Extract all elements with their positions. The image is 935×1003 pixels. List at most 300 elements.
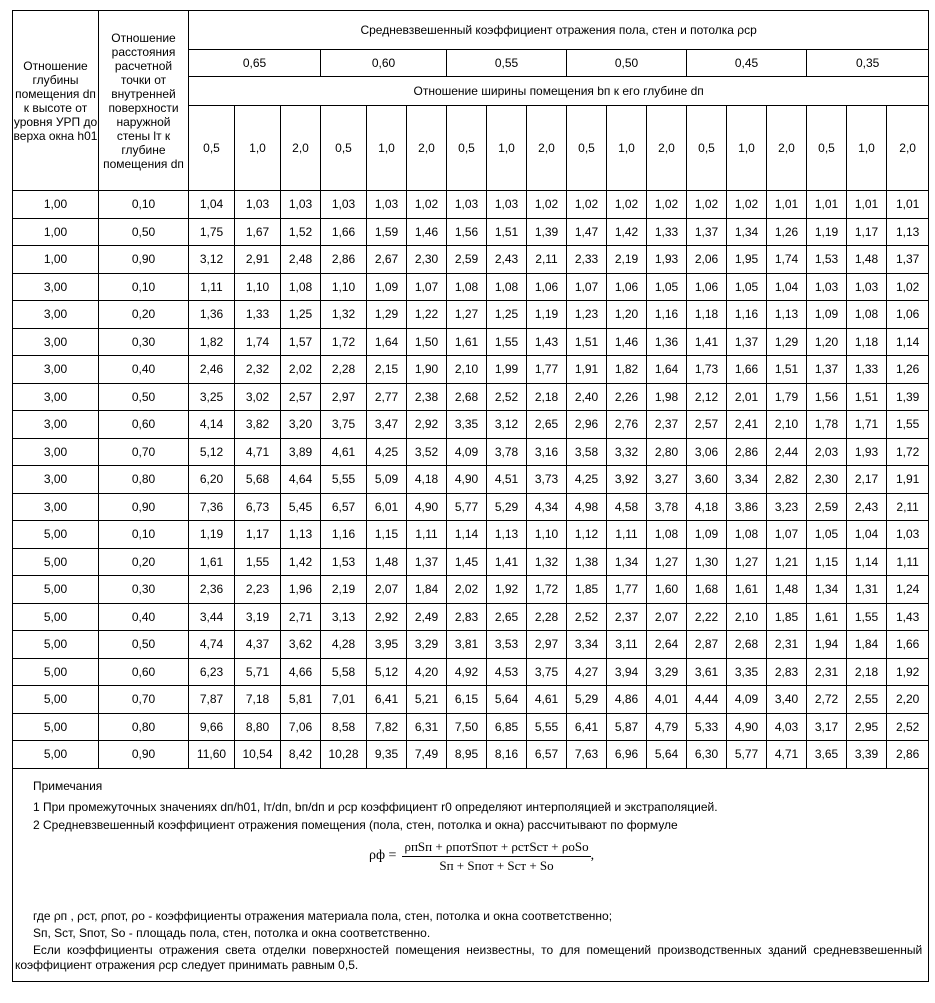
cell-coefficient: 1,51 bbox=[567, 328, 607, 356]
cell-coefficient: 10,54 bbox=[235, 741, 281, 769]
cell-coefficient: 3,61 bbox=[687, 658, 727, 686]
cell-coefficient: 3,34 bbox=[727, 466, 767, 494]
cell-coefficient: 1,01 bbox=[767, 191, 807, 219]
cell-coefficient: 1,11 bbox=[189, 273, 235, 301]
cell-coefficient: 3,81 bbox=[447, 631, 487, 659]
cell-coefficient: 2,12 bbox=[687, 383, 727, 411]
cell-distance-ratio: 0,20 bbox=[99, 548, 189, 576]
cell-coefficient: 1,94 bbox=[807, 631, 847, 659]
cell-coefficient: 1,37 bbox=[727, 328, 767, 356]
header-width-ratio-value: 0,5 bbox=[189, 106, 235, 191]
cell-coefficient: 6,01 bbox=[367, 493, 407, 521]
cell-coefficient: 4,25 bbox=[567, 466, 607, 494]
cell-coefficient: 3,16 bbox=[527, 438, 567, 466]
header-width-ratio-value: 1,0 bbox=[607, 106, 647, 191]
cell-coefficient: 2,02 bbox=[281, 356, 321, 384]
cell-depth-ratio: 3,00 bbox=[13, 383, 99, 411]
cell-coefficient: 5,55 bbox=[527, 713, 567, 741]
cell-coefficient: 2,72 bbox=[807, 686, 847, 714]
cell-coefficient: 2,06 bbox=[687, 246, 727, 274]
header-width-ratio-value: 2,0 bbox=[647, 106, 687, 191]
cell-coefficient: 1,56 bbox=[447, 218, 487, 246]
cell-coefficient: 1,43 bbox=[887, 603, 929, 631]
formula-denominator: Sп + Sпот + Sст + Sо bbox=[439, 857, 554, 873]
cell-coefficient: 4,61 bbox=[321, 438, 367, 466]
cell-coefficient: 3,78 bbox=[487, 438, 527, 466]
cell-distance-ratio: 0,80 bbox=[99, 713, 189, 741]
cell-coefficient: 2,43 bbox=[847, 493, 887, 521]
cell-coefficient: 1,64 bbox=[367, 328, 407, 356]
cell-coefficient: 3,73 bbox=[527, 466, 567, 494]
cell-coefficient: 4,61 bbox=[527, 686, 567, 714]
cell-coefficient: 1,03 bbox=[807, 273, 847, 301]
cell-depth-ratio: 5,00 bbox=[13, 521, 99, 549]
cell-coefficient: 2,95 bbox=[847, 713, 887, 741]
cell-coefficient: 3,35 bbox=[727, 658, 767, 686]
notes-section bbox=[13, 768, 929, 981]
cell-coefficient: 2,01 bbox=[727, 383, 767, 411]
header-width-ratio-value: 2,0 bbox=[527, 106, 567, 191]
cell-coefficient: 2,43 bbox=[487, 246, 527, 274]
header-width-ratio-value: 0,5 bbox=[687, 106, 727, 191]
cell-coefficient: 1,46 bbox=[607, 328, 647, 356]
cell-coefficient: 5,81 bbox=[281, 686, 321, 714]
cell-coefficient: 1,26 bbox=[887, 356, 929, 384]
cell-distance-ratio: 0,40 bbox=[99, 356, 189, 384]
cell-coefficient: 1,02 bbox=[567, 191, 607, 219]
cell-coefficient: 8,16 bbox=[487, 741, 527, 769]
cell-coefficient: 1,48 bbox=[767, 576, 807, 604]
cell-coefficient: 1,16 bbox=[647, 301, 687, 329]
notes-title: Примечания bbox=[33, 778, 103, 793]
cell-coefficient: 3,32 bbox=[607, 438, 647, 466]
cell-coefficient: 3,65 bbox=[807, 741, 847, 769]
reflection-formula bbox=[369, 839, 594, 874]
cell-coefficient: 2,11 bbox=[887, 493, 929, 521]
cell-coefficient: 4,98 bbox=[567, 493, 607, 521]
cell-coefficient: 1,20 bbox=[607, 301, 647, 329]
cell-coefficient: 3,75 bbox=[321, 411, 367, 439]
cell-coefficient: 1,79 bbox=[767, 383, 807, 411]
header-distance-ratio: Отношение расстояния расчетной точки от внутренней поверхности наружной стены lт к глубине помещения dп bbox=[99, 11, 189, 191]
cell-coefficient: 1,05 bbox=[647, 273, 687, 301]
cell-coefficient: 3,86 bbox=[727, 493, 767, 521]
cell-coefficient: 1,03 bbox=[321, 191, 367, 219]
cell-coefficient: 2,68 bbox=[447, 383, 487, 411]
cell-coefficient: 1,53 bbox=[321, 548, 367, 576]
cell-coefficient: 2,68 bbox=[727, 631, 767, 659]
cell-coefficient: 1,26 bbox=[767, 218, 807, 246]
cell-depth-ratio: 3,00 bbox=[13, 493, 99, 521]
cell-coefficient: 3,29 bbox=[407, 631, 447, 659]
cell-coefficient: 2,82 bbox=[767, 466, 807, 494]
cell-coefficient: 1,71 bbox=[847, 411, 887, 439]
header-width-ratio-value: 0,5 bbox=[447, 106, 487, 191]
header-rho-value: 0,35 bbox=[807, 50, 929, 77]
cell-depth-ratio: 3,00 bbox=[13, 466, 99, 494]
cell-coefficient: 1,13 bbox=[767, 301, 807, 329]
cell-coefficient: 2,10 bbox=[727, 603, 767, 631]
coefficient-table-document bbox=[12, 10, 922, 982]
cell-coefficient: 1,27 bbox=[647, 548, 687, 576]
cell-coefficient: 1,61 bbox=[447, 328, 487, 356]
cell-coefficient: 4,14 bbox=[189, 411, 235, 439]
cell-depth-ratio: 1,00 bbox=[13, 191, 99, 219]
cell-coefficient: 1,08 bbox=[281, 273, 321, 301]
cell-distance-ratio: 0,10 bbox=[99, 273, 189, 301]
cell-coefficient: 3,89 bbox=[281, 438, 321, 466]
cell-coefficient: 4,86 bbox=[607, 686, 647, 714]
cell-coefficient: 5,29 bbox=[567, 686, 607, 714]
cell-coefficient: 1,37 bbox=[887, 246, 929, 274]
header-width-ratio-value: 0,5 bbox=[807, 106, 847, 191]
cell-coefficient: 2,38 bbox=[407, 383, 447, 411]
cell-coefficient: 5,77 bbox=[727, 741, 767, 769]
cell-coefficient: 3,29 bbox=[647, 658, 687, 686]
cell-coefficient: 1,51 bbox=[487, 218, 527, 246]
cell-coefficient: 4,74 bbox=[189, 631, 235, 659]
cell-coefficient: 3,13 bbox=[321, 603, 367, 631]
cell-coefficient: 3,75 bbox=[527, 658, 567, 686]
cell-coefficient: 4,53 bbox=[487, 658, 527, 686]
cell-coefficient: 1,07 bbox=[407, 273, 447, 301]
cell-coefficient: 5,68 bbox=[235, 466, 281, 494]
cell-coefficient: 1,04 bbox=[847, 521, 887, 549]
cell-coefficient: 1,82 bbox=[607, 356, 647, 384]
cell-coefficient: 3,39 bbox=[847, 741, 887, 769]
header-depth-ratio: Отношение глубины помещения dп к высоте от уровня УРП до верха окна h01 bbox=[13, 11, 99, 191]
cell-coefficient: 1,75 bbox=[189, 218, 235, 246]
cell-coefficient: 5,55 bbox=[321, 466, 367, 494]
table-row bbox=[13, 493, 929, 521]
table-row bbox=[13, 246, 929, 274]
cell-coefficient: 2,31 bbox=[807, 658, 847, 686]
cell-coefficient: 1,50 bbox=[407, 328, 447, 356]
cell-coefficient: 3,06 bbox=[687, 438, 727, 466]
cell-coefficient: 7,18 bbox=[235, 686, 281, 714]
cell-coefficient: 2,80 bbox=[647, 438, 687, 466]
cell-coefficient: 1,61 bbox=[807, 603, 847, 631]
cell-coefficient: 1,55 bbox=[847, 603, 887, 631]
cell-coefficient: 5,64 bbox=[487, 686, 527, 714]
cell-coefficient: 1,52 bbox=[281, 218, 321, 246]
cell-coefficient: 6,41 bbox=[567, 713, 607, 741]
cell-coefficient: 1,19 bbox=[807, 218, 847, 246]
cell-coefficient: 1,60 bbox=[647, 576, 687, 604]
header-width-ratio-value: 1,0 bbox=[367, 106, 407, 191]
cell-coefficient: 3,52 bbox=[407, 438, 447, 466]
cell-coefficient: 4,64 bbox=[281, 466, 321, 494]
cell-coefficient: 4,09 bbox=[447, 438, 487, 466]
cell-coefficient: 1,41 bbox=[687, 328, 727, 356]
cell-coefficient: 4,25 bbox=[367, 438, 407, 466]
cell-coefficient: 2,71 bbox=[281, 603, 321, 631]
cell-coefficient: 1,55 bbox=[487, 328, 527, 356]
cell-distance-ratio: 0,60 bbox=[99, 411, 189, 439]
cell-coefficient: 1,36 bbox=[189, 301, 235, 329]
cell-coefficient: 1,51 bbox=[847, 383, 887, 411]
cell-coefficient: 6,85 bbox=[487, 713, 527, 741]
cell-coefficient: 1,09 bbox=[807, 301, 847, 329]
cell-coefficient: 1,53 bbox=[807, 246, 847, 274]
cell-coefficient: 2,17 bbox=[847, 466, 887, 494]
cell-coefficient: 1,08 bbox=[647, 521, 687, 549]
cell-distance-ratio: 0,50 bbox=[99, 218, 189, 246]
cell-coefficient: 1,61 bbox=[727, 576, 767, 604]
cell-coefficient: 2,83 bbox=[767, 658, 807, 686]
cell-depth-ratio: 5,00 bbox=[13, 548, 99, 576]
cell-coefficient: 1,77 bbox=[607, 576, 647, 604]
cell-coefficient: 1,16 bbox=[321, 521, 367, 549]
cell-coefficient: 1,02 bbox=[407, 191, 447, 219]
cell-distance-ratio: 0,10 bbox=[99, 521, 189, 549]
cell-coefficient: 1,27 bbox=[447, 301, 487, 329]
cell-coefficient: 4,18 bbox=[407, 466, 447, 494]
cell-coefficient: 1,56 bbox=[807, 383, 847, 411]
cell-coefficient: 2,57 bbox=[687, 411, 727, 439]
cell-coefficient: 1,03 bbox=[447, 191, 487, 219]
cell-coefficient: 2,10 bbox=[767, 411, 807, 439]
cell-coefficient: 2,59 bbox=[807, 493, 847, 521]
cell-coefficient: 5,09 bbox=[367, 466, 407, 494]
cell-coefficient: 1,06 bbox=[687, 273, 727, 301]
cell-coefficient: 1,48 bbox=[367, 548, 407, 576]
cell-coefficient: 1,73 bbox=[687, 356, 727, 384]
cell-coefficient: 4,09 bbox=[727, 686, 767, 714]
cell-coefficient: 1,85 bbox=[767, 603, 807, 631]
cell-coefficient: 7,06 bbox=[281, 713, 321, 741]
cell-coefficient: 3,23 bbox=[767, 493, 807, 521]
cell-coefficient: 4,37 bbox=[235, 631, 281, 659]
cell-coefficient: 2,28 bbox=[527, 603, 567, 631]
cell-coefficient: 4,66 bbox=[281, 658, 321, 686]
cell-coefficient: 1,41 bbox=[487, 548, 527, 576]
cell-coefficient: 2,10 bbox=[447, 356, 487, 384]
cell-coefficient: 2,37 bbox=[607, 603, 647, 631]
cell-coefficient: 6,15 bbox=[447, 686, 487, 714]
formula-lhs: ρф = bbox=[369, 848, 397, 863]
cell-coefficient: 1,02 bbox=[527, 191, 567, 219]
cell-distance-ratio: 0,50 bbox=[99, 383, 189, 411]
cell-coefficient: 1,04 bbox=[189, 191, 235, 219]
cell-coefficient: 6,57 bbox=[527, 741, 567, 769]
cell-coefficient: 7,36 bbox=[189, 493, 235, 521]
header-rho-value: 0,45 bbox=[687, 50, 807, 77]
header-rho-value: 0,65 bbox=[189, 50, 321, 77]
table-row bbox=[13, 576, 929, 604]
cell-coefficient: 2,91 bbox=[235, 246, 281, 274]
cell-coefficient: 2,40 bbox=[567, 383, 607, 411]
cell-coefficient: 1,03 bbox=[235, 191, 281, 219]
cell-coefficient: 3,92 bbox=[607, 466, 647, 494]
cell-coefficient: 7,01 bbox=[321, 686, 367, 714]
cell-coefficient: 1,57 bbox=[281, 328, 321, 356]
cell-coefficient: 1,95 bbox=[727, 246, 767, 274]
cell-coefficient: 1,84 bbox=[407, 576, 447, 604]
cell-depth-ratio: 5,00 bbox=[13, 631, 99, 659]
note-2: 2 Средневзвешенный коэффициент отражения помещения (пола, стен, потолка и окна) рассчитывают по формуле bbox=[33, 817, 678, 832]
cell-coefficient: 1,03 bbox=[281, 191, 321, 219]
cell-coefficient: 2,18 bbox=[847, 658, 887, 686]
table-row bbox=[13, 356, 929, 384]
cell-distance-ratio: 0,90 bbox=[99, 741, 189, 769]
cell-coefficient: 2,18 bbox=[527, 383, 567, 411]
cell-coefficient: 2,92 bbox=[367, 603, 407, 631]
cell-coefficient: 3,44 bbox=[189, 603, 235, 631]
table-row bbox=[13, 631, 929, 659]
cell-distance-ratio: 0,70 bbox=[99, 686, 189, 714]
note-where-areas: Sп, Sст, Sпот, Sо - площадь пола, стен, потолка и окна соответственно. bbox=[33, 925, 431, 940]
cell-coefficient: 1,02 bbox=[687, 191, 727, 219]
cell-coefficient: 1,30 bbox=[687, 548, 727, 576]
cell-coefficient: 2,46 bbox=[189, 356, 235, 384]
cell-coefficient: 3,82 bbox=[235, 411, 281, 439]
table-row bbox=[13, 218, 929, 246]
cell-coefficient: 6,20 bbox=[189, 466, 235, 494]
cell-coefficient: 1,11 bbox=[407, 521, 447, 549]
cell-coefficient: 2,64 bbox=[647, 631, 687, 659]
cell-coefficient: 1,23 bbox=[567, 301, 607, 329]
cell-coefficient: 4,79 bbox=[647, 713, 687, 741]
cell-coefficient: 1,19 bbox=[189, 521, 235, 549]
cell-coefficient: 1,38 bbox=[567, 548, 607, 576]
cell-coefficient: 2,77 bbox=[367, 383, 407, 411]
cell-coefficient: 2,87 bbox=[687, 631, 727, 659]
cell-coefficient: 3,34 bbox=[567, 631, 607, 659]
cell-coefficient: 2,52 bbox=[567, 603, 607, 631]
cell-coefficient: 1,02 bbox=[647, 191, 687, 219]
cell-coefficient: 3,12 bbox=[487, 411, 527, 439]
cell-coefficient: 2,32 bbox=[235, 356, 281, 384]
cell-coefficient: 1,59 bbox=[367, 218, 407, 246]
cell-depth-ratio: 1,00 bbox=[13, 218, 99, 246]
cell-coefficient: 2,76 bbox=[607, 411, 647, 439]
cell-coefficient: 2,92 bbox=[407, 411, 447, 439]
cell-coefficient: 1,11 bbox=[607, 521, 647, 549]
cell-coefficient: 1,39 bbox=[887, 383, 929, 411]
cell-coefficient: 1,84 bbox=[847, 631, 887, 659]
cell-coefficient: 1,55 bbox=[887, 411, 929, 439]
cell-coefficient: 3,94 bbox=[607, 658, 647, 686]
cell-coefficient: 2,59 bbox=[447, 246, 487, 274]
cell-coefficient: 6,30 bbox=[687, 741, 727, 769]
cell-coefficient: 1,32 bbox=[321, 301, 367, 329]
cell-coefficient: 1,72 bbox=[887, 438, 929, 466]
cell-coefficient: 1,29 bbox=[367, 301, 407, 329]
cell-coefficient: 1,03 bbox=[847, 273, 887, 301]
cell-coefficient: 6,96 bbox=[607, 741, 647, 769]
cell-coefficient: 4,18 bbox=[687, 493, 727, 521]
cell-distance-ratio: 0,10 bbox=[99, 191, 189, 219]
cell-coefficient: 1,67 bbox=[235, 218, 281, 246]
cell-coefficient: 11,60 bbox=[189, 741, 235, 769]
cell-coefficient: 1,14 bbox=[887, 328, 929, 356]
cell-coefficient: 4,92 bbox=[447, 658, 487, 686]
cell-coefficient: 6,57 bbox=[321, 493, 367, 521]
cell-coefficient: 1,13 bbox=[887, 218, 929, 246]
cell-depth-ratio: 3,00 bbox=[13, 273, 99, 301]
cell-coefficient: 1,64 bbox=[647, 356, 687, 384]
cell-coefficient: 1,03 bbox=[487, 191, 527, 219]
cell-coefficient: 2,31 bbox=[767, 631, 807, 659]
cell-coefficient: 2,52 bbox=[887, 713, 929, 741]
table-row bbox=[13, 713, 929, 741]
note-1: 1 При промежуточных значениях dп/h01, lт/dп, bп/dп и ρср коэффициент r0 определяют интерполяцией и экстраполяцией. bbox=[33, 799, 718, 814]
table-row bbox=[13, 548, 929, 576]
cell-coefficient: 2,86 bbox=[321, 246, 367, 274]
cell-coefficient: 1,72 bbox=[527, 576, 567, 604]
cell-coefficient: 1,48 bbox=[847, 246, 887, 274]
cell-coefficient: 2,65 bbox=[527, 411, 567, 439]
cell-depth-ratio: 3,00 bbox=[13, 301, 99, 329]
table-row bbox=[13, 301, 929, 329]
cell-depth-ratio: 3,00 bbox=[13, 356, 99, 384]
cell-coefficient: 1,33 bbox=[847, 356, 887, 384]
cell-coefficient: 1,37 bbox=[807, 356, 847, 384]
cell-coefficient: 4,58 bbox=[607, 493, 647, 521]
cell-coefficient: 1,01 bbox=[887, 191, 929, 219]
cell-coefficient: 1,92 bbox=[887, 658, 929, 686]
header-width-ratio-value: 1,0 bbox=[727, 106, 767, 191]
header-width-ratio-value: 0,5 bbox=[567, 106, 607, 191]
cell-coefficient: 1,91 bbox=[567, 356, 607, 384]
cell-coefficient: 2,52 bbox=[487, 383, 527, 411]
header-width-ratio-value: 2,0 bbox=[767, 106, 807, 191]
header-rho-value: 0,50 bbox=[567, 50, 687, 77]
cell-coefficient: 5,45 bbox=[281, 493, 321, 521]
cell-coefficient: 1,31 bbox=[847, 576, 887, 604]
cell-coefficient: 1,06 bbox=[607, 273, 647, 301]
header-width-ratio-value: 2,0 bbox=[281, 106, 321, 191]
cell-coefficient: 3,19 bbox=[235, 603, 281, 631]
cell-coefficient: 3,12 bbox=[189, 246, 235, 274]
cell-coefficient: 2,15 bbox=[367, 356, 407, 384]
cell-coefficient: 2,57 bbox=[281, 383, 321, 411]
cell-coefficient: 6,73 bbox=[235, 493, 281, 521]
cell-coefficient: 1,19 bbox=[527, 301, 567, 329]
cell-coefficient: 1,77 bbox=[527, 356, 567, 384]
cell-coefficient: 3,11 bbox=[607, 631, 647, 659]
cell-coefficient: 3,95 bbox=[367, 631, 407, 659]
header-reflection-title: Средневзвешенный коэффициент отражения пола, стен и потолка ρср bbox=[189, 11, 929, 50]
cell-coefficient: 4,28 bbox=[321, 631, 367, 659]
cell-coefficient: 3,62 bbox=[281, 631, 321, 659]
cell-coefficient: 5,33 bbox=[687, 713, 727, 741]
cell-coefficient: 4,20 bbox=[407, 658, 447, 686]
cell-depth-ratio: 5,00 bbox=[13, 686, 99, 714]
cell-coefficient: 9,35 bbox=[367, 741, 407, 769]
cell-coefficient: 1,72 bbox=[321, 328, 367, 356]
cell-coefficient: 2,20 bbox=[887, 686, 929, 714]
cell-depth-ratio: 5,00 bbox=[13, 603, 99, 631]
cell-coefficient: 6,41 bbox=[367, 686, 407, 714]
cell-coefficient: 2,49 bbox=[407, 603, 447, 631]
table-row bbox=[13, 603, 929, 631]
cell-coefficient: 1,07 bbox=[767, 521, 807, 549]
cell-coefficient: 2,36 bbox=[189, 576, 235, 604]
cell-coefficient: 3,27 bbox=[647, 466, 687, 494]
cell-coefficient: 1,82 bbox=[189, 328, 235, 356]
cell-distance-ratio: 0,90 bbox=[99, 246, 189, 274]
cell-coefficient: 1,91 bbox=[887, 466, 929, 494]
cell-coefficient: 2,48 bbox=[281, 246, 321, 274]
cell-coefficient: 1,21 bbox=[767, 548, 807, 576]
header-width-ratio-value: 2,0 bbox=[407, 106, 447, 191]
header-width-ratio-value: 2,0 bbox=[887, 106, 929, 191]
cell-coefficient: 4,51 bbox=[487, 466, 527, 494]
note-where-coefficients: где ρп , ρст, ρпот, ρо - коэффициенты отражения материала пола, стен, потолка и окна соответственно; bbox=[33, 908, 613, 923]
cell-coefficient: 2,30 bbox=[807, 466, 847, 494]
